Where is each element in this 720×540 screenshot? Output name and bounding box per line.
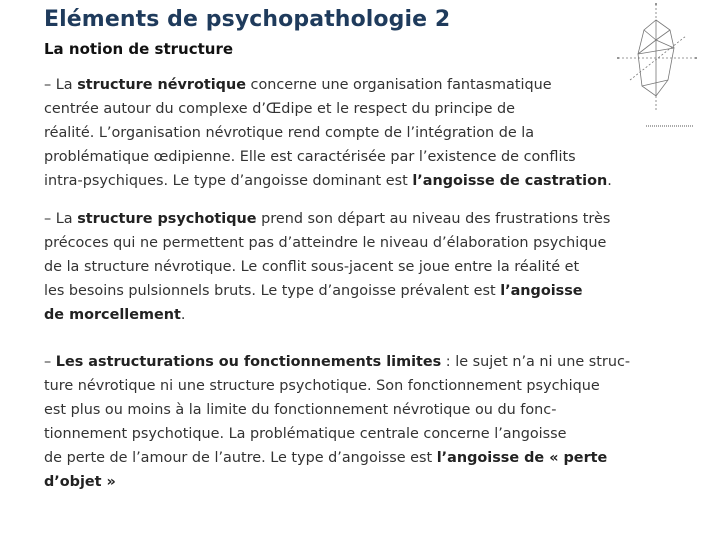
term-borderline-functioning: Les astructurations ou fonctionnements limites [55,354,442,370]
paragraph-neurotic-structure [44,73,694,193]
page-subtitle: La notion de structure [44,40,234,58]
anxiety-castration: l’angoisse de castration [412,173,608,189]
anxiety-object-loss: l’angoisse de « perte d’objet » [44,450,608,490]
paragraph-tail: . [180,307,186,323]
paragraph-body: prend son départ au niveau des frustrations très précoces qui ne permettent pas d’atteindre le niveau d’élaboration psychique de la structure névrotique. Le conflit sous-jacent se joue entre la réalité et les besoins pulsionnels bruts. Le type d’angoisse prévalent est [44,211,611,299]
paragraph-lead: – La [44,211,78,227]
term-neurotic-structure: structure névrotique [77,77,246,93]
paragraph-borderline-functioning [44,350,694,494]
paragraph-psychotic-structure [44,207,694,327]
anxiety-fragmentation: l’angoisse de morcellement [44,283,583,323]
paragraph-body: : le sujet n’a ni une struc- ture névrotique ni une structure psychotique. Son fonctionnement psychique est plus ou moins à la limite du fonctionnement névrotique ou du fonc- tionnement psychotique. La problématique centrale concerne l’angoisse de perte de l’amour de l’autre. Le type d’angoisse est [44,354,631,466]
crystal-diagram-icon [608,0,708,135]
term-psychotic-structure: structure psychotique [77,211,257,227]
paragraph-tail: . [607,173,612,189]
page-title: Eléments de psychopathologie 2 [44,7,451,32]
paragraph-body: concerne une organisation fantasmatique centrée autour du complexe d’Œdipe et le respect du principe de réalité. L’organisation névrotique rend compte de l’intégration de la problématique œdipienne. Elle est caractérisée par l’existence de conflits intra-psychiques. Le type d’angoisse dominant est [44,77,576,189]
paragraph-lead: – La [44,77,78,93]
paragraph-lead: – [44,354,56,370]
